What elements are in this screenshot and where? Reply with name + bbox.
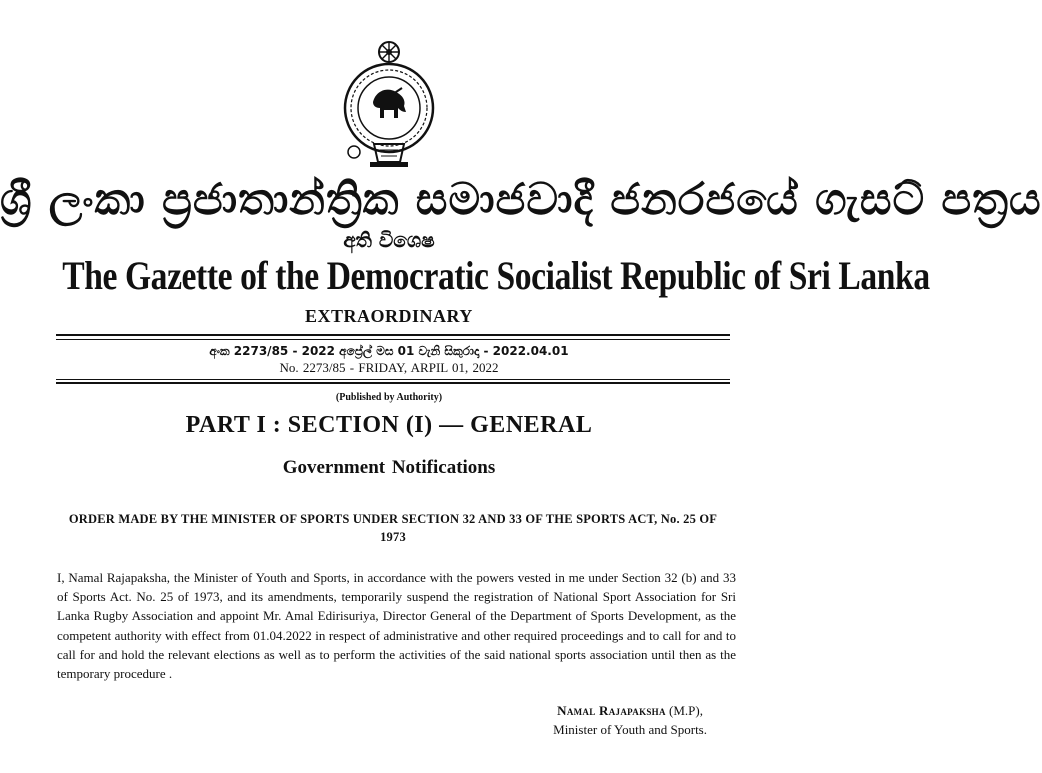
signatory-suffix: (M.P), [669, 703, 703, 718]
published-by-authority: (Published by Authority) [335, 392, 443, 403]
top-rule-thin [56, 339, 730, 340]
english-gazette-title: The Gazette of the Democratic Socialist Republic of Sri Lanka [62, 253, 930, 298]
bottom-rule-thin [56, 379, 730, 380]
signatory-name [400, 702, 703, 720]
government-notifications-heading: Government Notifications [282, 457, 496, 478]
sinhala-subtitle: අති විශෙෂ [343, 228, 435, 252]
part-heading: PART I : SECTION (I) — GENERAL [185, 412, 593, 438]
top-rule [56, 334, 730, 336]
sinhala-gazette-title: ශ්‍රී ලංකා ප්‍රජාතාන්ත්‍රික සමාජවාදී ජනරජයේ ගැසට් පත්‍රය [0, 174, 1042, 225]
bottom-rule [56, 382, 730, 384]
signatory-title: Minister of Youth and Sports. [553, 722, 707, 737]
notice-body: I, Namal Rajapaksha, the Minister of Youth and Sports, in accordance with the powers vested in me under Section 32 (b) and 33 of Sports Act. No. 25 of 1973, and its amendments, temporarily suspend the registration of National Sport Association for Sri Lanka Rugby Association and appoint Mr. Amal Edirisuriya, Director General of the Department of Sports Development, as the competent authority with effect from 01.04.2022 in respect of administrative and other required proceedings and to call for and to call for and hold the relevant elections as well as to perform the activities of the said national sports association until then as the temporary procedure . [57, 570, 736, 682]
issue-line-sinhala: අංක 2273/85 - 2022 අප්‍රේල් මස 01 වැනි සිකුරාදා - 2022.04.01 [209, 344, 569, 358]
sri-lanka-emblem-icon [340, 40, 438, 170]
extraordinary-label: EXTRAORDINARY [305, 306, 473, 326]
signatory-name-text: Namal Rajapaksha [557, 703, 666, 718]
issue-line-english: No. 2273/85 - FRIDAY, ARPIL 01, 2022 [279, 360, 499, 375]
order-title: ORDER MADE BY THE MINISTER OF SPORTS UNDER SECTION 32 AND 33 OF THE SPORTS ACT, No. 25 OF 1973 [68, 512, 718, 544]
